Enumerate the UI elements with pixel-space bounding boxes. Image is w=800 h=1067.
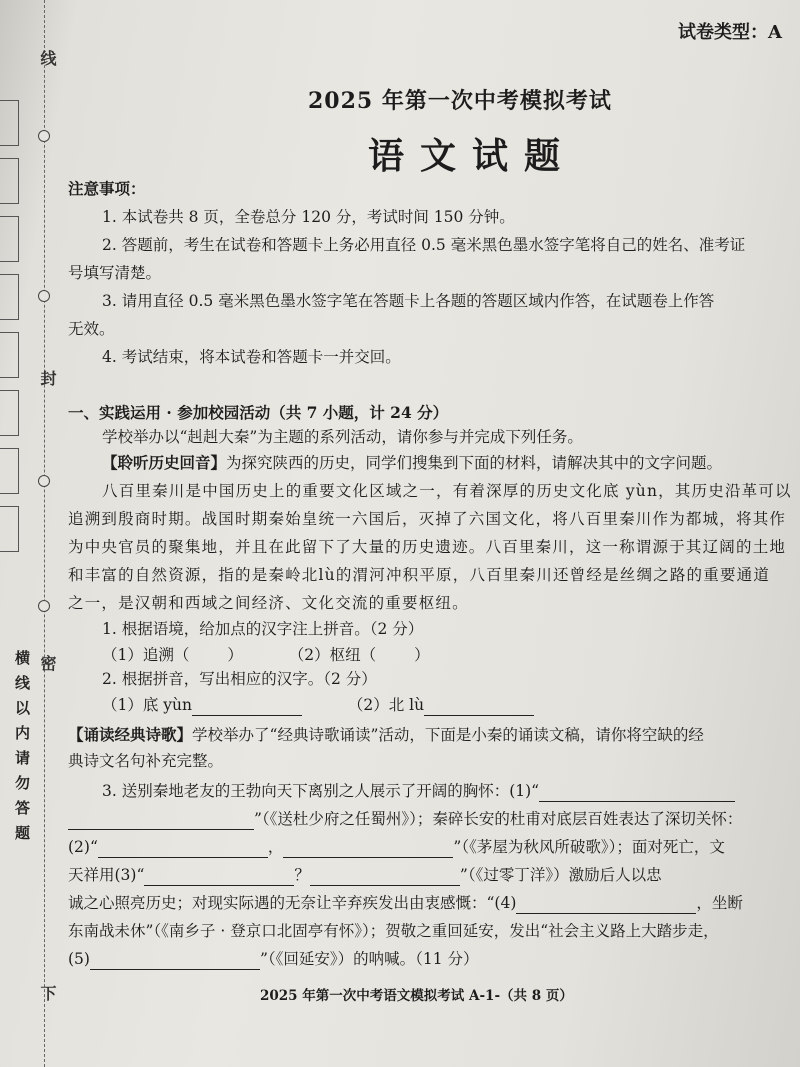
binding-char-secret: 密: [38, 655, 57, 671]
answer-blank[interactable]: [283, 839, 453, 858]
q3-text: 东南战未休”（《南乡子 · 登京口北固亭有怀》）；贺敬之重回延安，发出“社会主义路上大踏步走，: [68, 922, 719, 940]
question-3: 3. 送别秦地老友的王勃向天下离别之人展示了开阔的胸怀：(1)“: [102, 782, 540, 800]
q3-text: ？: [294, 866, 310, 884]
q3-text: ”（《送杜少府之任蜀州》）；秦碎长安的杜甫对底层百姓表达了深切关怀：: [254, 810, 743, 828]
note-item: 无效。: [68, 320, 115, 338]
binding-dashed-line: [44, 0, 46, 1067]
activity-tag: 【诵读经典诗歌】: [68, 725, 193, 744]
answer-blank[interactable]: [310, 867, 460, 886]
answer-blank[interactable]: [539, 783, 735, 802]
section-intro: 学校举办以“赳赳大秦”为主题的系列活动，请你参与并完成下列任务。: [102, 428, 583, 446]
passage-line: 为中央官员的聚集地，并且在此留下了大量的历史遗迹。八百里秦川，这一称谓源于其辽阔的土地: [68, 538, 787, 556]
answer-blank[interactable]: [90, 951, 260, 970]
info-box: [0, 448, 19, 494]
exam-title: 2025 年第一次中考模拟考试: [308, 88, 612, 114]
answer-blank[interactable]: [516, 895, 696, 914]
paper-type-label: 试卷类型：A: [678, 22, 782, 43]
subject-title: 语文试题: [368, 135, 577, 177]
note-item: 1. 本试卷共 8 页，全卷总分 120 分，考试时间 150 分钟。: [102, 208, 515, 226]
q3-text: ”（《回延安》）的呐喊。（11 分）: [259, 950, 479, 968]
binding-notice: 横线以内请勿答题: [13, 650, 31, 850]
info-box: [0, 332, 19, 378]
q2-item-1: （1）底 yùn: [102, 696, 193, 714]
info-box: [0, 274, 19, 320]
binding-strip: [0, 0, 78, 1067]
q3-text: ”（《过零丁洋》）激励后人以忠: [459, 866, 662, 884]
answer-blank[interactable]: [98, 839, 268, 858]
q1-bracket: ）: [414, 646, 430, 664]
activity-text: 学校举办了“经典诗歌诵读”活动，下面是小秦的诵读文稿，请你将空缺的经: [192, 726, 704, 744]
activity-text-cont: 典诗文名句补充完整。: [68, 752, 224, 770]
q3-text: (2)“: [68, 838, 98, 856]
q1-item-1: （1）追溯（: [102, 646, 190, 664]
answer-blank[interactable]: [144, 867, 294, 886]
answer-blank[interactable]: [68, 811, 254, 830]
activity-text: 为探究陕西的历史，同学们搜集到下面的材料，请解决其中的文字问题。: [226, 454, 723, 472]
q3-text: 天祥用(3)“: [68, 866, 145, 884]
passage-line: 追溯到殷商时期。战国时期秦始皇统一六国后，灭掉了六国文化，将八百里秦川作为都城，将其作: [68, 510, 787, 528]
passage-line: 和丰富的自然资源，指的是秦岭北lù的渭河冲积平原，八百里秦川还曾经是丝绸之路的重要通道: [68, 566, 771, 584]
question-1: 1. 根据语境，给加点的汉字注上拼音。（2 分）: [102, 620, 424, 638]
section-heading: 一、实践运用 · 参加校园活动（共 7 小题，计 24 分）: [68, 403, 449, 422]
note-item: 4. 考试结束，将本试卷和答题卡一并交回。: [102, 348, 401, 366]
binding-hole: [38, 130, 50, 142]
info-box: [0, 158, 19, 204]
q3-text: ，: [267, 838, 284, 856]
info-box: [0, 216, 19, 262]
activity-tag: 【聆听历史回音】: [102, 453, 227, 472]
passage-line: 八百里秦川是中国历史上的重要文化区域之一，有着深厚的历史文化底 yùn，其历史沿革可以: [102, 482, 792, 500]
note-item: 号填写清楚。: [68, 264, 162, 282]
page-footer: 2025 年第一次中考语文模拟考试 A-1-（共 8 页）: [260, 988, 573, 1004]
note-item: 3. 请用直径 0.5 毫米黑色墨水签字笔在答题卡上各题的答题区域内作答，在试题卷上作答: [102, 292, 715, 310]
binding-char-below: 下: [38, 985, 57, 1001]
binding-char-seal: 封: [38, 370, 57, 386]
q1-bracket: ）: [227, 646, 243, 664]
binding-hole: [38, 475, 50, 487]
q3-text: ，坐断: [696, 894, 743, 912]
info-box: [0, 100, 19, 146]
q3-text: (5): [68, 950, 90, 968]
binding-hole: [38, 600, 50, 612]
info-box: [0, 390, 19, 436]
info-boxes: [0, 100, 22, 580]
q2-item-2: （2）北 lù: [347, 696, 425, 714]
passage-line: 之一，是汉朝和西域之间经济、文化交流的重要枢纽。: [68, 594, 469, 612]
q3-text: ”（《茅屋为秋风所破歌》）；面对死亡，文: [453, 838, 725, 856]
q1-item-2: （2）枢纽（: [288, 646, 377, 664]
binding-hole: [38, 290, 50, 302]
answer-blank[interactable]: [192, 697, 302, 716]
q3-text: 诚之心照亮历史；对现实际遇的无奈让辛弃疾发出由衷感慨：“(4): [68, 894, 517, 912]
notes-heading: 注意事项：: [68, 179, 146, 198]
info-box: [0, 506, 19, 552]
answer-blank[interactable]: [424, 697, 534, 716]
note-item: 2. 答题前，考生在试卷和答题卡上务必用直径 0.5 毫米黑色墨水签字笔将自己的姓名、准考证: [102, 236, 746, 254]
binding-char-line: 线: [38, 50, 57, 66]
question-2: 2. 根据拼音，写出相应的汉字。（2 分）: [102, 670, 377, 688]
